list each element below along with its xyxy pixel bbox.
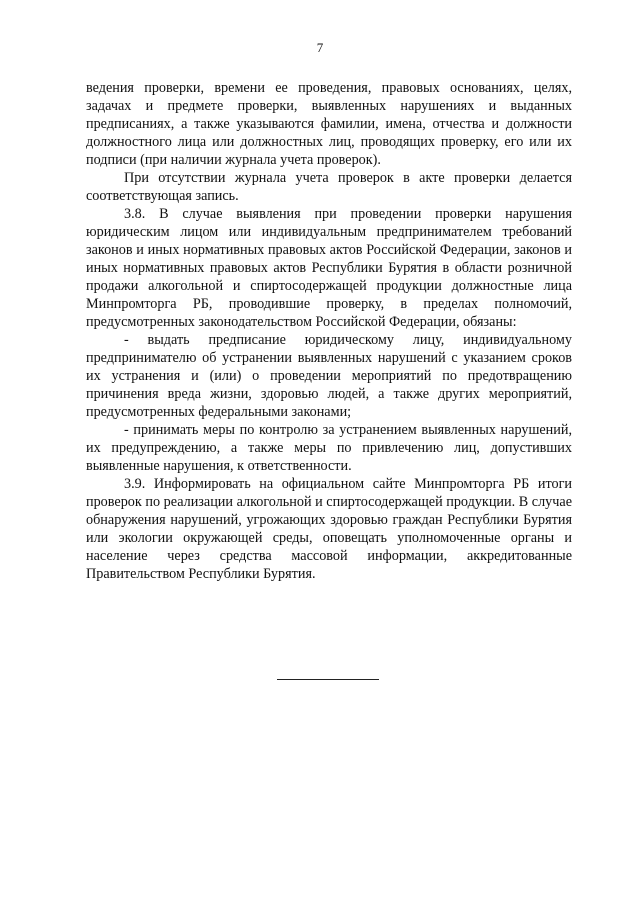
list-item-control-measures: - принимать меры по контролю за устранением выявленных нарушений, их предупреждению, а также меры по привлечению лиц, допустивших выявленные нарушения, к ответственности. bbox=[86, 422, 572, 474]
paragraph-section-3-9: 3.9. Информировать на официальном сайте Минпромторга РБ итоги проверок по реализации алкогольной и спиртосодержащей продукции. В случае обнаружения нарушений, угрожающих здоровью граждан Республики Бурятия или экологии окружающей среды, оповещать уполномоченные органы и население через средства массовой информации, аккредитованные Правительством Республики Бурятия. bbox=[86, 476, 572, 582]
page-number: 7 bbox=[316, 40, 324, 55]
paragraph-no-journal-note: При отсутствии журнала учета проверок в акте проверки делается соответствующая запись. bbox=[86, 170, 572, 204]
paragraph-section-3-8: 3.8. В случае выявления при проведении проверки нарушения юридическим лицом или индивидуальным предпринимателем требований законов и иных нормативных правовых актов Российской Федерации, законов и иных нормативных правовых актов Республики Бурятия в области розничной продажи алкогольной и спиртосодержащей продукции должностные лица Минпромторга РБ, проводившие проверку, в пределах полномочий, предусмотренных законодательством Российской Федерации, обязаны: bbox=[86, 206, 572, 330]
document-body bbox=[86, 79, 572, 583]
paragraph-inspection-record-continuation: ведения проверки, времени ее проведения, правовых основаниях, целях, задачах и предмете проверки, выявленных нарушениях и выданных предписаниях, а также указываются фамилии, имена, отчества и должности должностного лица или должностных лиц, проводящих проверку, его или их подписи (при наличии журнала учета проверок). bbox=[86, 80, 572, 168]
list-item-issue-order: - выдать предписание юридическому лицу, индивидуальному предпринимателю об устранении выявленных нарушений с указанием сроков их устранения и (или) о проведении мероприятий по предотвращению причинения вреда жизни, здоровью людей, а также других мероприятий, предусмотренных федеральными законами; bbox=[86, 332, 572, 420]
closing-divider-line bbox=[277, 679, 379, 680]
